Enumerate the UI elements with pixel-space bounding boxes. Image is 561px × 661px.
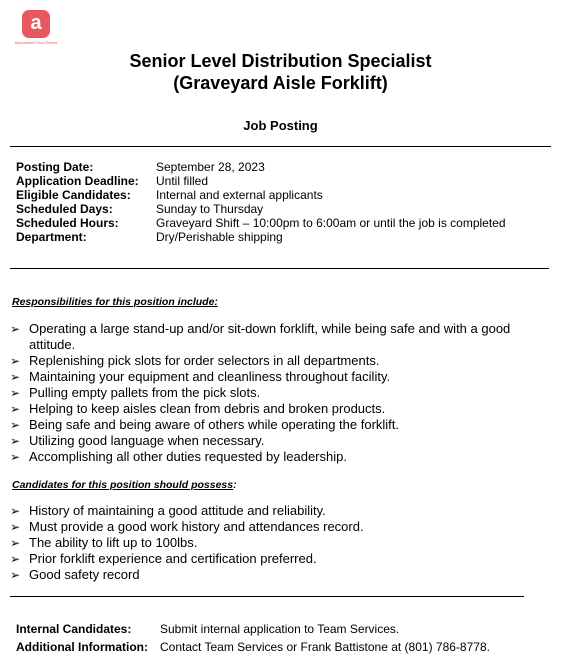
list-item — [10, 401, 555, 417]
detail-label: Department: — [16, 230, 87, 244]
list-item — [10, 535, 555, 551]
list-item-text: The ability to lift up to 100lbs. — [29, 535, 198, 550]
list-item — [10, 551, 555, 567]
footer-row-internal-candidates — [16, 622, 399, 636]
detail-label: Posting Date: — [16, 160, 94, 174]
candidates-heading — [12, 479, 237, 491]
bullet-arrow-icon: ➢ — [10, 434, 21, 448]
document-subtitle: Job Posting — [243, 118, 318, 133]
responsibilities-list — [10, 321, 555, 465]
footer-value: Contact Team Services or Frank Battistone at (801) 786-8778. — [160, 640, 490, 654]
list-item — [10, 503, 555, 519]
title-line-2: (Graveyard Aisle Forklift) — [173, 73, 388, 93]
detail-label: Eligible Candidates: — [16, 188, 131, 202]
bullet-arrow-icon: ➢ — [10, 520, 21, 534]
detail-value: Internal and external applicants — [156, 188, 323, 202]
bullet-arrow-icon: ➢ — [10, 370, 21, 384]
divider-details — [10, 268, 549, 269]
title-line-1: Senior Level Distribution Specialist — [129, 51, 432, 71]
bullet-arrow-icon: ➢ — [10, 402, 21, 416]
detail-label: Scheduled Hours: — [16, 216, 119, 230]
list-item-text: Must provide a good work history and attendances record. — [29, 519, 364, 534]
detail-label: Application Deadline: — [16, 174, 139, 188]
bullet-arrow-icon: ➢ — [10, 386, 21, 400]
list-item-text: Pulling empty pallets from the pick slots. — [29, 385, 261, 400]
detail-row-scheduled-days — [16, 202, 506, 216]
detail-row-eligible-candidates — [16, 188, 506, 202]
list-item-text: Accomplishing all other duties requested by leadership. — [29, 449, 347, 464]
list-item — [10, 519, 555, 535]
list-item — [10, 433, 555, 449]
list-item — [10, 417, 555, 433]
bullet-arrow-icon: ➢ — [10, 354, 21, 368]
list-item-text: History of maintaining a good attitude and reliability. — [29, 503, 326, 518]
candidates-heading-text: Candidates for this position should possess — [12, 479, 234, 491]
detail-value: Until filled — [156, 174, 209, 188]
document-title — [0, 50, 561, 94]
list-item-text: Good safety record — [29, 567, 140, 582]
bullet-arrow-icon: ➢ — [10, 418, 21, 432]
list-item-text: Utilizing good language when necessary. — [29, 433, 265, 448]
list-item-text: Operating a large stand-up and/or sit-down forklift, while being safe and with a good attitude. — [29, 321, 511, 352]
list-item — [10, 567, 555, 583]
detail-value: Dry/Perishable shipping — [156, 230, 283, 244]
divider-bottom — [10, 596, 524, 597]
detail-value: Graveyard Shift – 10:00pm to 6:00am or until the job is completed — [156, 216, 506, 230]
bullet-arrow-icon: ➢ — [10, 504, 21, 518]
bullet-arrow-icon: ➢ — [10, 450, 21, 464]
candidates-list — [10, 503, 555, 583]
candidates-heading-colon: : — [233, 479, 237, 491]
logo-text: Associated Food Stores — [14, 40, 58, 45]
footer-label: Additional Information: — [16, 640, 148, 654]
bullet-arrow-icon: ➢ — [10, 322, 21, 336]
company-logo — [12, 10, 60, 45]
responsibilities-heading: Responsibilities for this position include: — [12, 296, 218, 308]
footer-row-additional-information — [16, 640, 490, 654]
detail-row-scheduled-hours — [16, 216, 506, 230]
list-item-text: Helping to keep aisles clean from debris and broken products. — [29, 401, 386, 416]
footer-label: Internal Candidates: — [16, 622, 132, 636]
detail-row-department — [16, 230, 506, 244]
list-item-text: Maintaining your equipment and cleanliness throughout facility. — [29, 369, 391, 384]
divider-top — [10, 146, 551, 147]
list-item-text: Prior forklift experience and certification preferred. — [29, 551, 317, 566]
bullet-arrow-icon: ➢ — [10, 552, 21, 566]
list-item-text: Replenishing pick slots for order selectors in all departments. — [29, 353, 380, 368]
list-item — [10, 321, 555, 353]
list-item — [10, 449, 555, 465]
detail-row-posting-date — [16, 160, 506, 174]
list-item — [10, 353, 555, 369]
logo-mark: a — [22, 10, 50, 38]
list-item-text: Being safe and being aware of others while operating the forklift. — [29, 417, 400, 432]
detail-value: September 28, 2023 — [156, 160, 265, 174]
details-table — [16, 160, 506, 244]
footer-value: Submit internal application to Team Services. — [160, 622, 400, 636]
bullet-arrow-icon: ➢ — [10, 568, 21, 582]
list-item — [10, 369, 555, 385]
detail-row-application-deadline — [16, 174, 506, 188]
list-item — [10, 385, 555, 401]
detail-value: Sunday to Thursday — [156, 202, 264, 216]
bullet-arrow-icon: ➢ — [10, 536, 21, 550]
detail-label: Scheduled Days: — [16, 202, 113, 216]
